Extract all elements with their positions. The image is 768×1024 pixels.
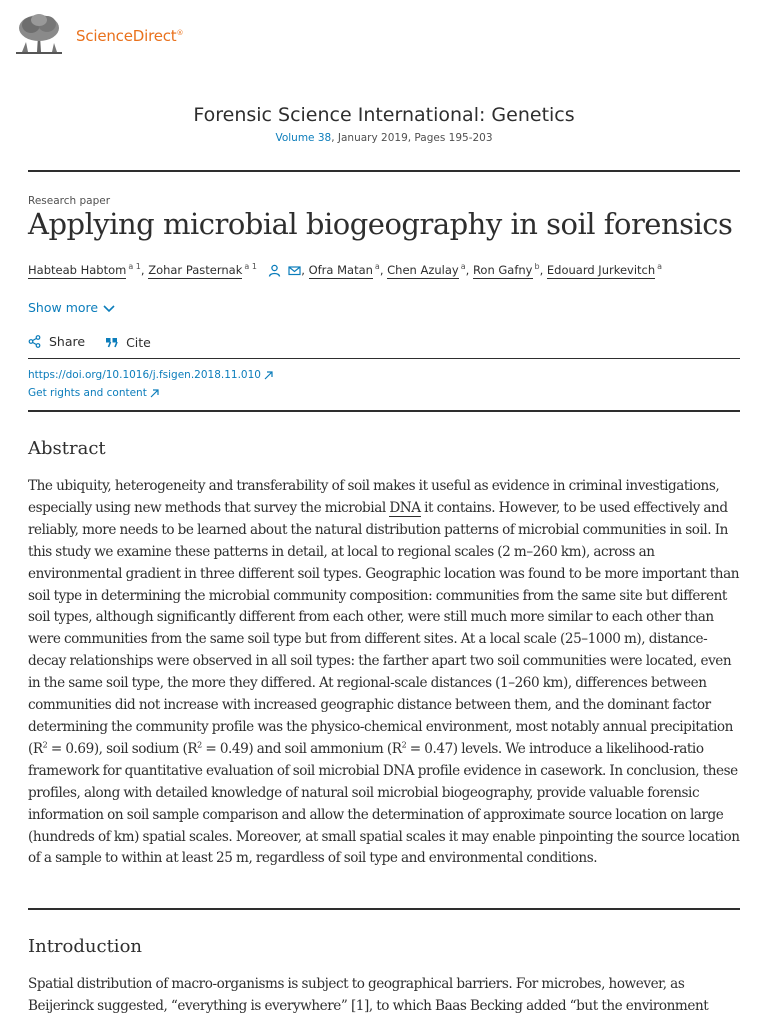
journal-title[interactable]: Forensic Science International: Genetics: [193, 104, 575, 126]
abstract-text: The ubiquity, heterogeneity and transferability of soil makes it useful as evidence in criminal investigations, especially using new methods that survey the microbial DNA it contains. However, to be used effectively and reliably, more needs to be learned about the natural distribution patterns of microbial communities in soil. In this study we examine these patterns in detail, at local to regional scales (2 m–260 km), across an environmental gradient in three different soil types. Geographic location was found to be more important than soil type in determining the microbial community composition: communities from the same site but different soil types, although significantly different from each other, were still much more similar to each other than were communities from the same soil type but from different sites. At a local scale (25–1000 m), distance-decay relationships were observed in all soil types: the farther apart two soil communities were located, even in the same soil type, the more they differed. At regional-scale distances (1–260 km), differences between communities did not increase with increased geographic distance between them, and the dominant factor determining the community profile was the physico-chemical environment, most notably annual precipitation $(R^2 = 0.69)$, soil sodium $(R^2 = 0.49)$ and soil ammonium $(R^2 = 0.47)$ levels. We introduce a likelihood-ratio framework for quantitative evaluation of soil microbial DNA profile evidence in casework. In conclusion, these profiles, along with detailed knowledge of natural soil microbial biogeography, provide valuable forensic information on soil sample comparison and allow the determination of approximate source location on large (hundreds of km) spatial scales. Moreover, at small spatial scales it may enable pinpointing the source location of a sample to within at least 25 m, regardless of soil type and environmental conditions.: [28, 478, 740, 867]
show-more-button[interactable]: Show more: [28, 300, 115, 315]
cite-button[interactable]: Cite: [105, 335, 151, 350]
author-link[interactable]: Ofra Matan: [308, 262, 373, 277]
volume-link[interactable]: Volume 38: [275, 132, 332, 144]
email-icon[interactable]: [288, 264, 301, 277]
divider: [28, 410, 740, 412]
introduction-text: Spatial distribution of macro-organisms is subject to geographical barriers. For microbes, however, as Beijerinck suggested, “everything is everywhere” [1], to which Baas Becking added “but the environment: [28, 976, 709, 1014]
elsevier-logo-icon[interactable]: [14, 12, 64, 56]
author-link[interactable]: Chen Azulay: [387, 262, 459, 277]
sciencedirect-logo[interactable]: ScienceDirect®: [76, 27, 184, 45]
journal-issue: Volume 38, January 2019, Pages 195-203: [275, 132, 493, 144]
divider: [28, 170, 740, 172]
person-icon[interactable]: [268, 264, 281, 277]
abstract-heading: Abstract: [28, 438, 106, 459]
author-list: Habteab Habtom $^{a 1}$, Zohar Pasternak $^{a 1}$ , Ofra Matan $^a$, Chen Azulay $^a$, Ron Gafny $^b$, Edouard Jurkevitch $^a$: [28, 262, 663, 277]
share-button[interactable]: Share: [28, 334, 85, 349]
site-header: [0, 0, 768, 72]
dna-link[interactable]: DNA: [389, 499, 421, 516]
share-icon: [28, 335, 41, 348]
article-actions: [28, 334, 167, 351]
external-link-icon: [150, 389, 159, 398]
chevron-down-icon: [103, 305, 115, 313]
author-link[interactable]: Ron Gafny: [472, 262, 533, 277]
introduction-heading: Introduction: [28, 936, 142, 957]
divider: [28, 908, 740, 910]
article-type: Research paper: [28, 195, 111, 207]
quote-icon: [105, 337, 118, 348]
article-title: Applying microbial biogeography in soil forensics: [28, 207, 733, 241]
doi-link[interactable]: https://doi.org/10.1016/j.fsigen.2018.11.010: [28, 369, 273, 381]
author-link[interactable]: Edouard Jurkevitch: [546, 262, 656, 277]
external-link-icon: [264, 371, 273, 380]
rights-link[interactable]: Get rights and content: [28, 387, 159, 399]
divider: [28, 358, 740, 359]
author-link[interactable]: Habteab Habtom: [28, 262, 127, 277]
author-link[interactable]: Zohar Pasternak: [148, 262, 243, 277]
